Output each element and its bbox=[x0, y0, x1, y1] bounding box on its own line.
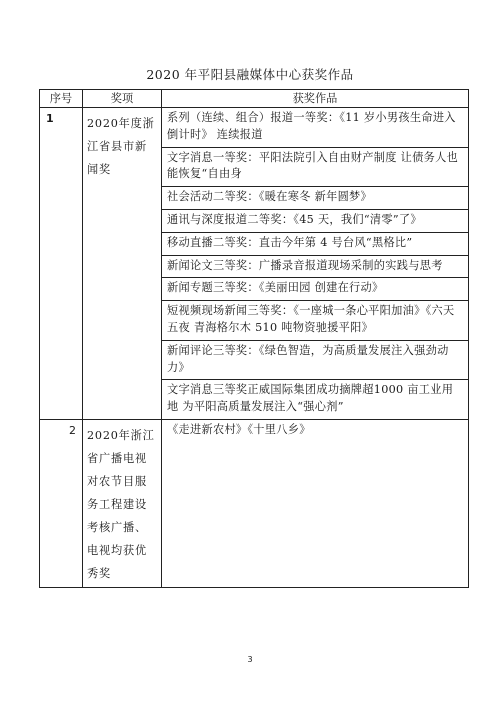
header-no: 序号 bbox=[40, 90, 83, 108]
award-work: 文字消息一等奖：平阳法院引入自由财产制度 让债务人也能恢复“自由身 bbox=[162, 147, 469, 187]
header-works: 获奖作品 bbox=[162, 90, 469, 108]
award-name: 2020年度浙江省县市新闻奖 bbox=[83, 108, 162, 420]
award-name: 2020年浙江省广播电视对农节目服务工程建设考核广播、电视均获优秀奖 bbox=[83, 419, 162, 587]
row-number: 1 bbox=[40, 108, 83, 420]
award-work: 短视频现场新闻三等奖：《一座城一条心平阳加油》《六天五夜 青海格尔木 510 吨物资驰援平阳》 bbox=[162, 301, 469, 341]
award-work: 新闻论文三等奖：广播录音报道现场采制的实践与思考 bbox=[162, 255, 469, 278]
award-work: 通讯与深度报道二等奖：《45 天，我们“清零”了》 bbox=[162, 209, 469, 232]
awards-table bbox=[39, 89, 469, 588]
award-work: 新闻专题三等奖：《美丽田园 创建在行动》 bbox=[162, 278, 469, 301]
award-work: 移动直播二等奖：直击今年第 4 号台风“黑格比” bbox=[162, 232, 469, 255]
table-row bbox=[40, 419, 469, 587]
award-work: 系列（连续、组合）报道一等奖：《11 岁小男孩生命进入倒计时》 连续报道 bbox=[162, 108, 469, 148]
row-number: 2 bbox=[40, 419, 83, 587]
award-work: 社会活动二等奖：《暖在寒冬 新年圆梦》 bbox=[162, 187, 469, 210]
page-number: 3 bbox=[247, 655, 253, 664]
award-work: 文字消息三等奖正威国际集团成功摘牌超1000 亩工业用地 为平阳高质量发展注入“强心剂” bbox=[162, 380, 469, 420]
table-row bbox=[40, 108, 469, 148]
award-work: 新闻评论三等奖：《绿色智造，为高质量发展注入强劲动力》 bbox=[162, 340, 469, 380]
header-row bbox=[40, 90, 469, 108]
header-award: 奖项 bbox=[83, 90, 162, 108]
document-title: 2020 年平阳县融媒体中心获奖作品 bbox=[146, 67, 354, 82]
award-work: 《走进新农村》《十里八乡》 bbox=[162, 419, 469, 587]
